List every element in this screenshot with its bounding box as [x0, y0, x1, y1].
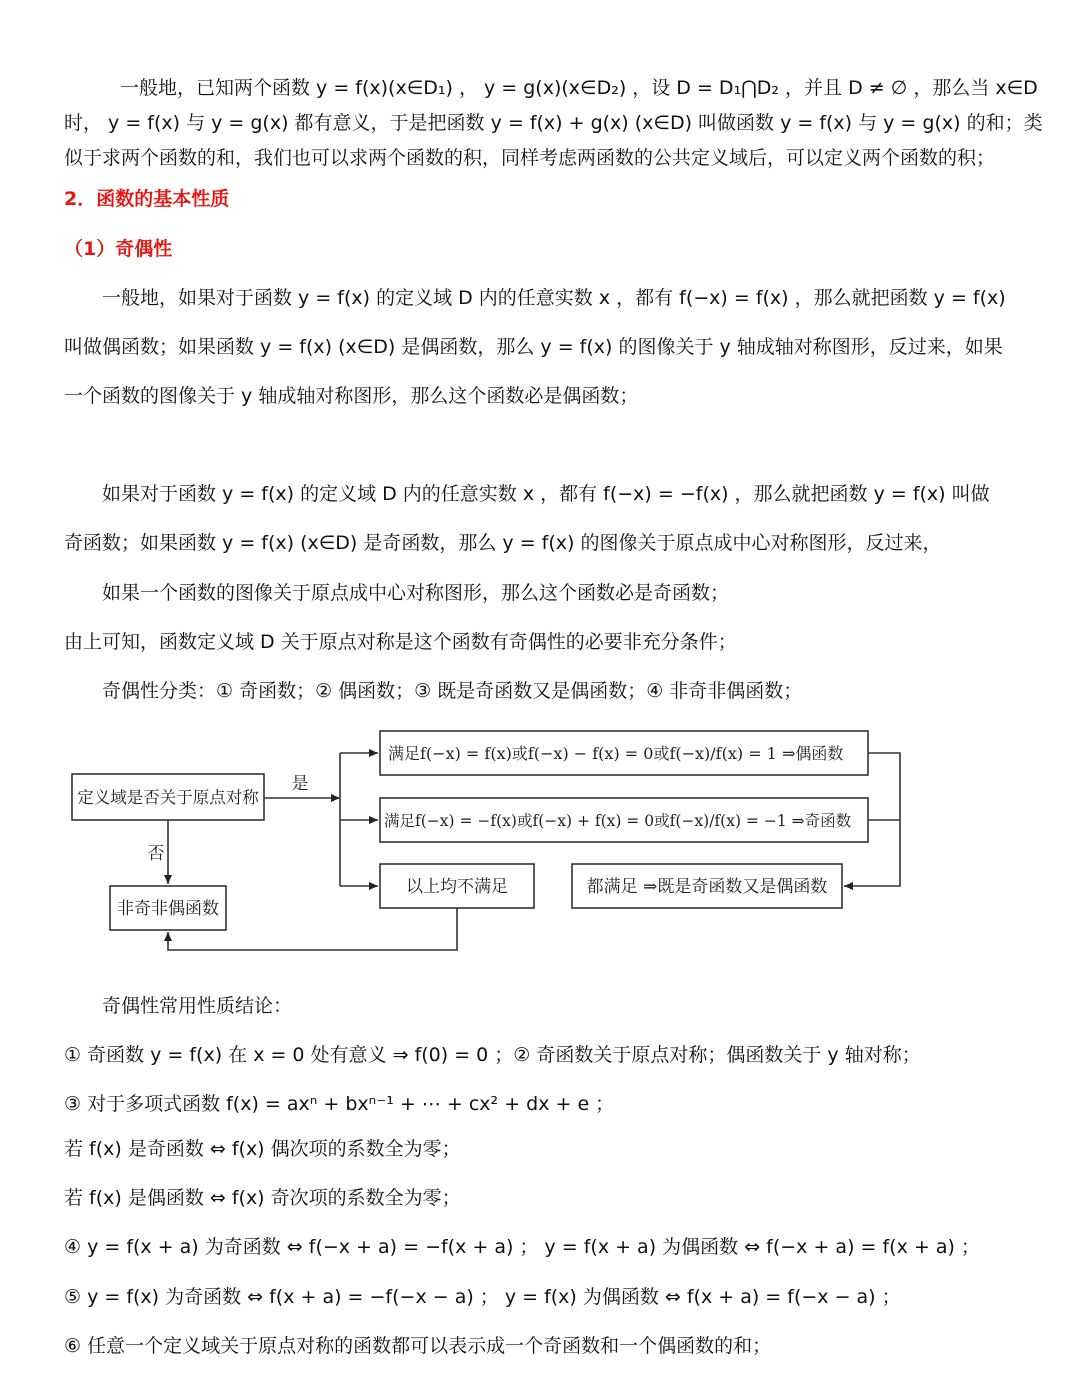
- section-heading: 2．函数的基本性质: [64, 188, 230, 210]
- property-1: ① 奇函数 y = f(x) 在 x = 0 处有意义 ⇒ f(0) = 0 ；② 奇函数关于原点对称；偶函数关于 y 轴对称；: [64, 1044, 921, 1066]
- property-3b: 若 f(x) 是偶函数 ⇔ f(x) 奇次项的系数全为零；: [64, 1187, 461, 1209]
- odd-line-1: 如果对于函数 y = f(x) 的定义域 D 内的任意实数 x ，都有 f(−x) = −f(x) ，那么就把函数 y = f(x) 叫做: [102, 483, 990, 505]
- property-4: ④ y = f(x + a) 为奇函数 ⇔ f(−x + a) = −f(x + a) ； y = f(x + a) 为偶函数 ⇔ f(−x + a) = f(x + a) ；: [64, 1236, 980, 1258]
- property-3a: 若 f(x) 是奇函数 ⇔ f(x) 偶次项的系数全为零；: [64, 1138, 461, 1160]
- property-3: ③ 对于多项式函数 f(x) = axⁿ + bxⁿ⁻¹ + ⋯ + cx² + dx + e ；: [64, 1093, 615, 1115]
- neither-box-label: 非奇非偶函数: [117, 899, 219, 919]
- odd-line-2: 奇函数；如果函数 y = f(x) (x∈D) 是奇函数，那么 y = f(x) 的图像关于原点成中心对称图形，反过来，: [64, 532, 942, 554]
- sub-heading: （1）奇偶性: [64, 238, 173, 260]
- even-box-label: 满足f(−x) = f(x)或f(−x) − f(x) = 0或f(−x)/f(x) = 1 ⇒偶函数: [388, 744, 844, 763]
- domain-box-label: 定义域是否关于原点对称: [77, 788, 259, 807]
- property-6: ⑥ 任意一个定义域关于原点对称的函数都可以表示成一个奇函数和一个偶函数的和；: [64, 1335, 772, 1357]
- yes-label: 是: [291, 774, 309, 794]
- both-box-label: 都满足 ⇒既是奇函数又是偶函数: [586, 877, 828, 897]
- necessary-condition: 由上可知，函数定义域 D 关于原点对称是这个函数有奇偶性的必要非充分条件；: [64, 631, 737, 653]
- odd-box-label: 满足f(−x) = −f(x)或f(−x) + f(x) = 0或f(−x)/f(x) = −1 ⇒奇函数: [384, 812, 852, 830]
- no-label: 否: [147, 844, 165, 864]
- none-box-label: 以上均不满足: [406, 877, 508, 897]
- intro-line-1: 一般地，已知两个函数 y = f(x)(x∈D₁) ， y = g(x)(x∈D₂) ，设 D = D₁⋂D₂ ，并且 D ≠ ∅ ，那么当 x∈D: [120, 77, 1038, 99]
- even-line-1: 一般地，如果对于函数 y = f(x) 的定义域 D 内的任意实数 x ，都有 f(−x) = f(x) ，那么就把函数 y = f(x): [102, 287, 1006, 309]
- even-line-2: 叫做偶函数；如果函数 y = f(x) (x∈D) 是偶函数，那么 y = f(x) 的图像关于 y 轴成轴对称图形，反过来，如果: [64, 336, 1003, 358]
- intro-line-3: 似于求两个函数的和，我们也可以求两个函数的积，同样考虑两函数的公共定义域后，可以定义两个函数的积；: [64, 147, 996, 169]
- property-5: ⑤ y = f(x) 为奇函数 ⇔ f(x + a) = −f(−x − a) ； y = f(x) 为偶函数 ⇔ f(x + a) = f(−x − a) ；: [64, 1286, 901, 1308]
- properties-title: 奇偶性常用性质结论：: [102, 995, 293, 1017]
- odd-line-3: 如果一个函数的图像关于原点成中心对称图形，那么这个函数必是奇函数；: [102, 582, 730, 604]
- classification: 奇偶性分类：① 奇函数；② 偶函数；③ 既是奇函数又是偶函数；④ 非奇非偶函数；: [102, 680, 803, 702]
- even-line-3: 一个函数的图像关于 y 轴成轴对称图形，那么这个函数必是偶函数；: [64, 385, 639, 407]
- intro-line-2: 时， y = f(x) 与 y = g(x) 都有意义，于是把函数 y = f(x) + g(x) (x∈D) 叫做函数 y = f(x) 与 y = g(x) 的和；类: [64, 112, 1043, 134]
